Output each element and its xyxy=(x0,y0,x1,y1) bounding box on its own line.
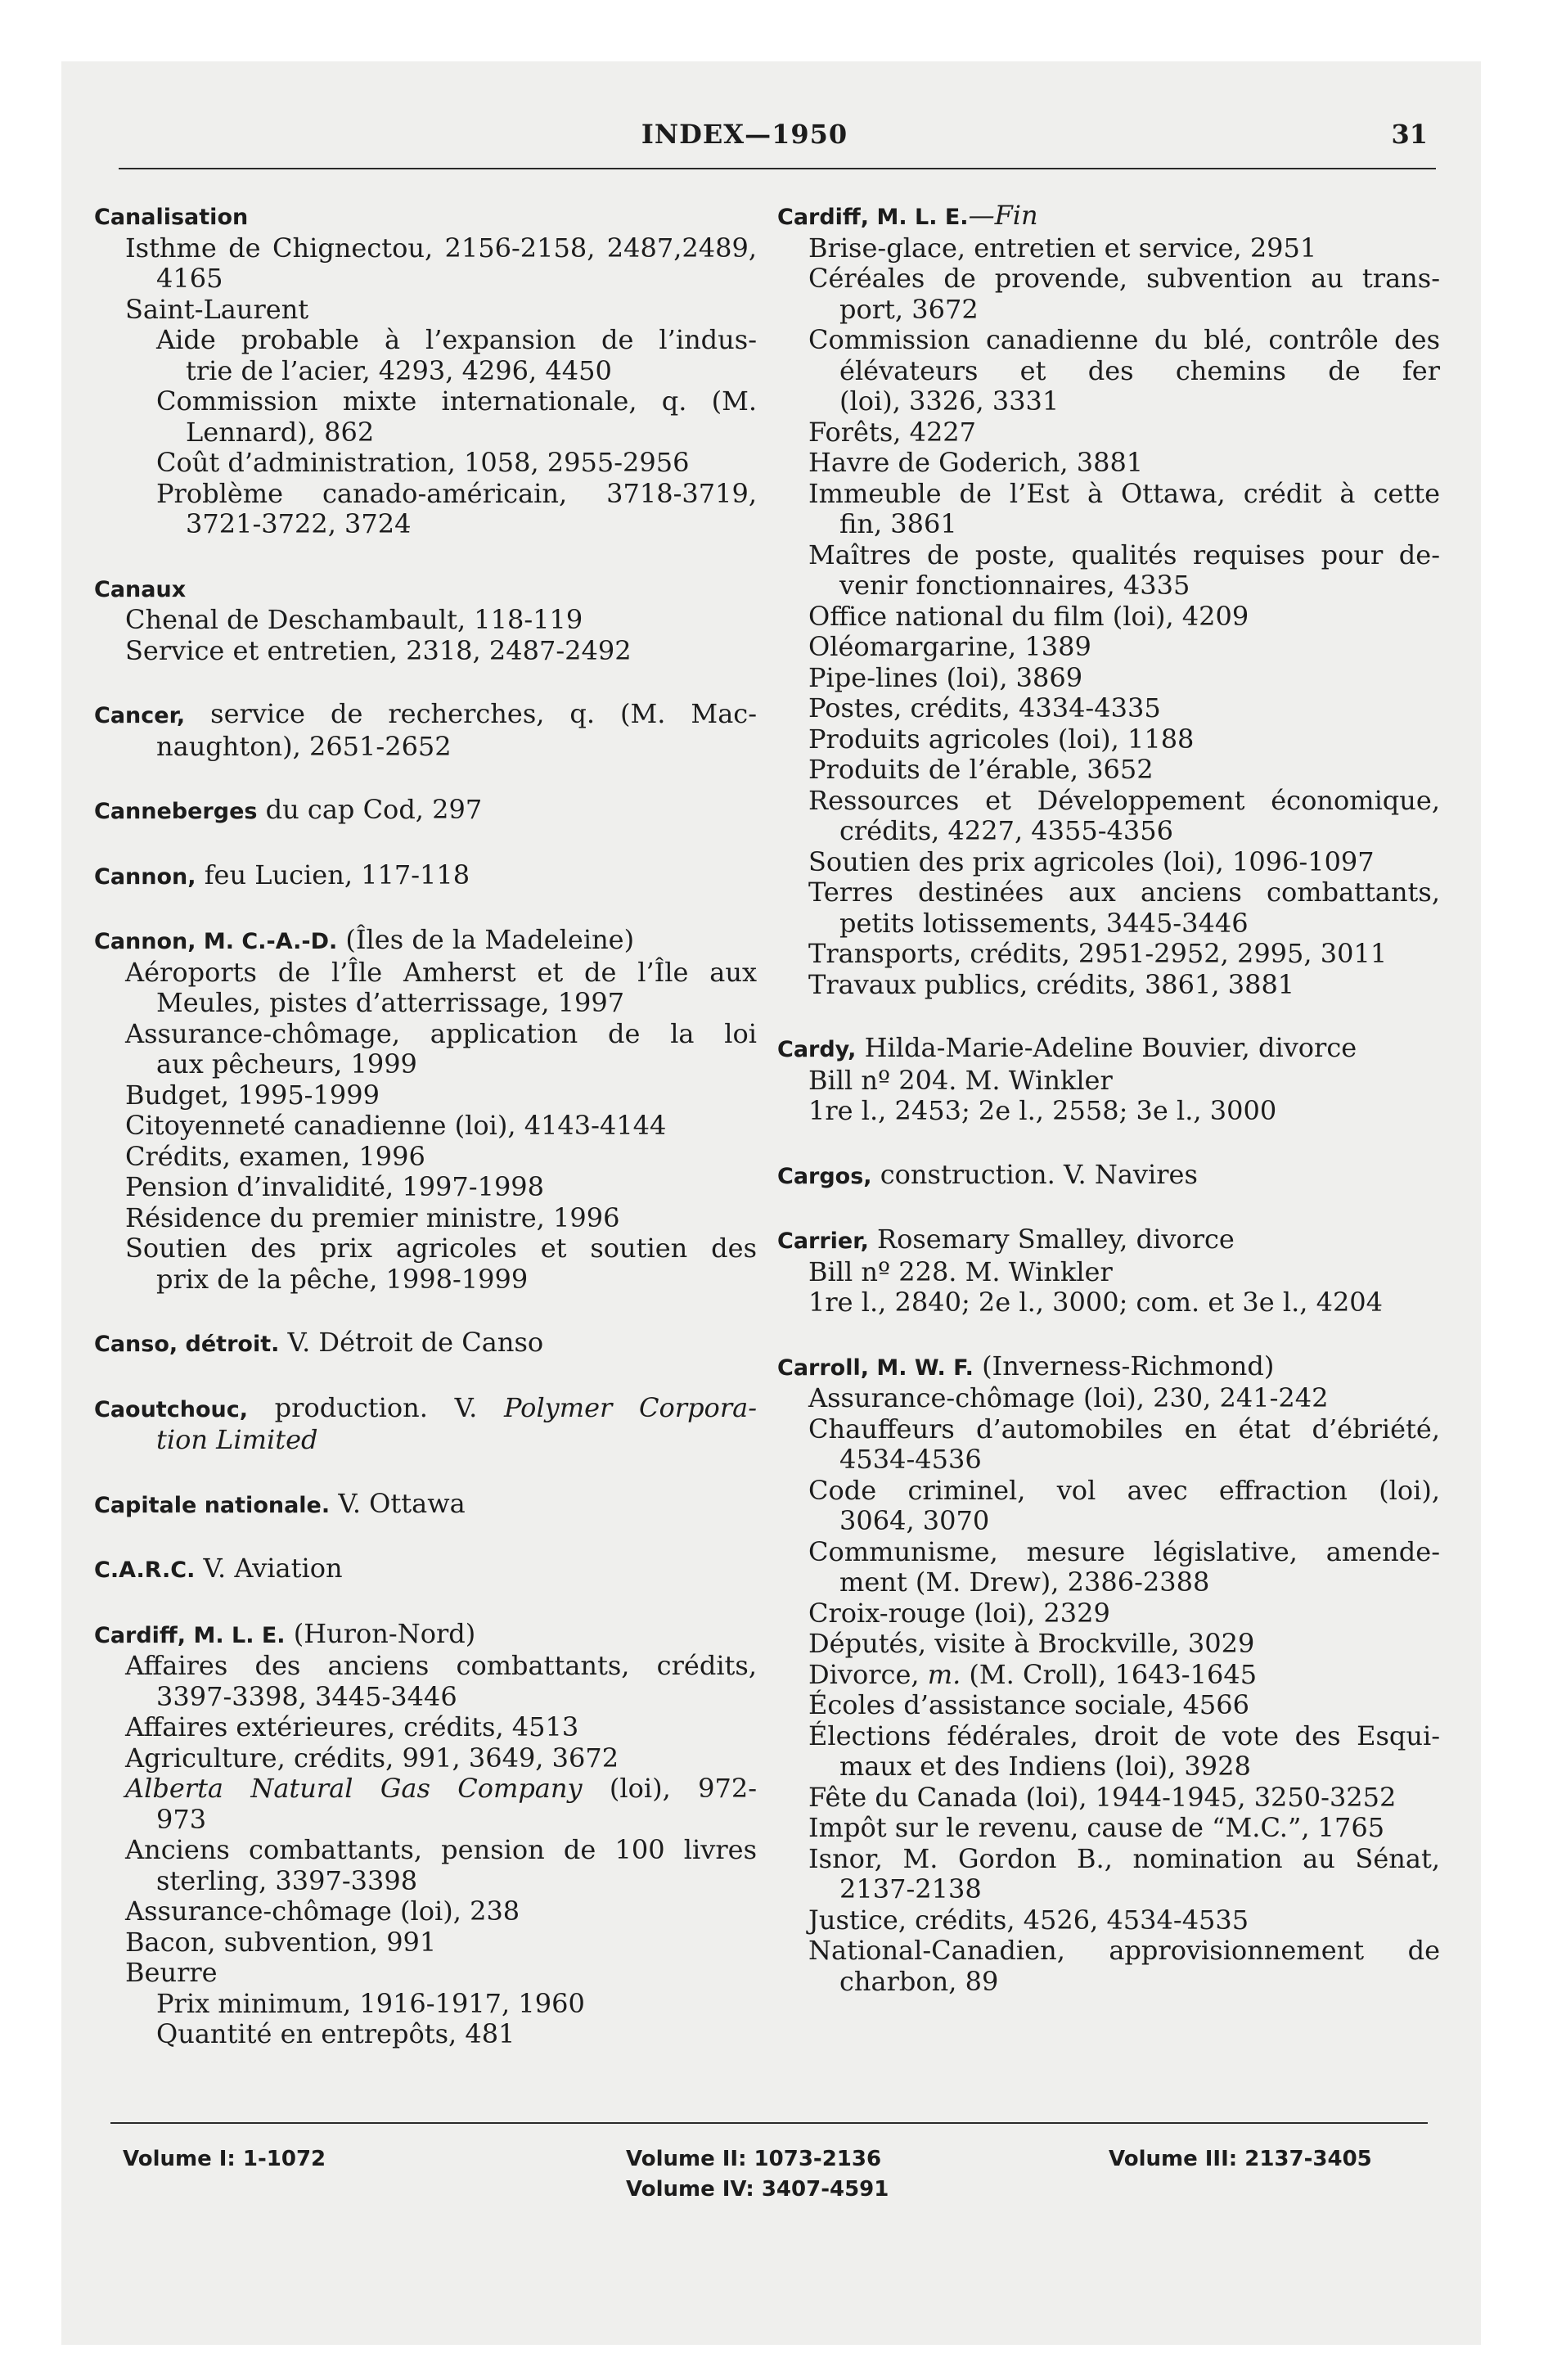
headword: Cardiff, M. L. E. xyxy=(777,205,969,230)
entry-canaux xyxy=(94,573,757,667)
headword: Capitale nationale. xyxy=(94,1492,331,1518)
entry-line: Isthme de Chignectou, 2156-2158, 2487,2489, xyxy=(125,232,757,264)
entry-line: Aéroports de l’Île Amherst et de l’Île aux xyxy=(125,956,757,988)
entry-canneberges xyxy=(94,795,757,827)
entry-line: Bacon, subvention, 991 xyxy=(125,1926,437,1958)
entry-line: Havre de Goderich, 3881 xyxy=(808,447,1144,478)
entry-line: Maîtres de poste, qualités requises pour de- xyxy=(808,539,1440,570)
right-column xyxy=(777,201,1440,2030)
entry-line: Affaires extérieures, crédits, 4513 xyxy=(125,1711,579,1742)
page-number: 31 xyxy=(1391,119,1428,150)
entry-line: Céréales de provende, subvention au trans- xyxy=(808,263,1440,294)
entry-line: Soutien des prix agricoles et soutien des xyxy=(125,1233,757,1264)
headword: Canneberges xyxy=(94,799,258,824)
page-header xyxy=(61,119,1428,168)
entry-line: 2137-2138 xyxy=(839,1873,982,1904)
entry-line: 1re l., 2840; 2e l., 3000; com. et 3e l., 4204 xyxy=(808,1287,1384,1318)
entry-line: Service et entretien, 2318, 2487-2492 xyxy=(125,634,632,666)
entry-line: Assurance-chômage, application de la loi xyxy=(125,1017,757,1049)
entry-text: (Îles de la Madeleine) xyxy=(337,924,635,955)
entry-line: ment (M. Drew), 2386-2388 xyxy=(839,1566,1210,1598)
entry-line: 973 xyxy=(156,1803,207,1835)
entry-cannon-m xyxy=(94,925,757,1295)
entry-line: Bill nº 204. M. Winkler xyxy=(808,1064,1113,1096)
entry-line: Écoles d’assistance sociale, 4566 xyxy=(808,1689,1249,1720)
headword: Cardy, xyxy=(777,1037,857,1062)
entry-line: Coût d’administration, 1058, 2955-2956 xyxy=(156,447,690,478)
entry-line: Problème canado-américain, 3718-3719, xyxy=(156,477,757,509)
headword: Cargos, xyxy=(777,1163,872,1189)
entry-line: petits lotissements, 3445-3446 xyxy=(839,907,1249,939)
headword: Canaux xyxy=(94,576,187,602)
entry-text: (loi), 972- xyxy=(582,1773,758,1804)
entry-line: Forêts, 4227 xyxy=(808,416,977,448)
entry-line: Produits de l’érable, 3652 xyxy=(808,754,1154,785)
entry-text: Divorce, xyxy=(808,1658,928,1690)
entry-text-italic: Alberta Natural Gas Company xyxy=(125,1773,583,1804)
entry-text-italic: —Fin xyxy=(968,200,1038,231)
entry-caoutchouc xyxy=(94,1393,757,1456)
entry-line: Produits agricoles (loi), 1188 xyxy=(808,723,1195,755)
entry-line: aux pêcheurs, 1999 xyxy=(156,1048,417,1080)
entry-capitale xyxy=(94,1489,757,1521)
entry-line: Beurre xyxy=(125,1957,218,1988)
entry-line: Agriculture, crédits, 991, 3649, 3672 xyxy=(125,1742,619,1774)
entry-line: Assurance-chômage (loi), 238 xyxy=(125,1895,520,1927)
entry-cardy xyxy=(777,1033,1440,1127)
headword: Caoutchouc, xyxy=(94,1396,248,1422)
entry-text: V. Détroit de Canso xyxy=(279,1327,544,1358)
entry-line: élévateurs et des chemins de fer xyxy=(839,354,1440,386)
headword: C.A.R.C. xyxy=(94,1557,196,1583)
entry-line: Députés, visite à Brockville, 3029 xyxy=(808,1628,1255,1659)
entry-line: Transports, crédits, 2951-2952, 2995, 3011 xyxy=(808,938,1388,969)
entry-line: Commission canadienne du blé, contrôle des xyxy=(808,324,1440,355)
entry-line: Oléomargarine, 1389 xyxy=(808,631,1091,662)
entry-line: Aide probable à l’expansion de l’indus- xyxy=(156,324,757,355)
entry-line: Chenal de Deschambault, 118-119 xyxy=(125,604,583,635)
entry-line: 1re l., 2453; 2e l., 2558; 3e l., 3000 xyxy=(808,1095,1277,1126)
entry-line: Crédits, examen, 1996 xyxy=(125,1140,425,1172)
entry-line: fin, 3861 xyxy=(839,508,957,539)
entry-line: Immeuble de l’Est à Ottawa, crédit à cette xyxy=(808,477,1440,509)
entry-line: Brise-glace, entretien et service, 2951 xyxy=(808,232,1317,264)
entry-line: 4165 xyxy=(156,263,223,294)
entry-line: Justice, crédits, 4526, 4534-4535 xyxy=(808,1904,1249,1936)
entry-line: Quantité en entrepôts, 481 xyxy=(156,2018,515,2049)
entry-cancer xyxy=(94,699,757,762)
entry-line: 3064, 3070 xyxy=(839,1505,990,1536)
volume-iv-range: Volume IV: 3407-4591 xyxy=(626,2177,889,2202)
entry-line: Terres destinées aux anciens combattants, xyxy=(808,877,1440,908)
entry-cannon-lucien xyxy=(94,860,757,893)
entry-line: sterling, 3397-3398 xyxy=(156,1864,418,1896)
header-rule xyxy=(119,168,1436,169)
entry-line: Travaux publics, crédits, 3861, 3881 xyxy=(808,968,1295,1000)
entry-line: naughton), 2651-2652 xyxy=(156,730,452,762)
entry-line: Bill nº 228. M. Winkler xyxy=(808,1255,1113,1287)
volume-ii-range: Volume II: 1073-2136 xyxy=(626,2147,882,2171)
entry-line: Anciens combattants, pension de 100 livres xyxy=(125,1834,757,1865)
entry-line: Meules, pistes d’atterrissage, 1997 xyxy=(156,987,625,1018)
entry-line: (loi), 3326, 3331 xyxy=(839,385,1060,417)
entry-text-italic: m. xyxy=(927,1658,961,1690)
entry-text: V. Ottawa xyxy=(330,1487,466,1519)
entry-line: port, 3672 xyxy=(839,293,979,325)
entry-line: Postes, crédits, 4334-4335 xyxy=(808,692,1161,723)
entry-line: 3397-3398, 3445-3446 xyxy=(156,1680,457,1712)
entry-line: Citoyenneté canadienne (loi), 4143-4144 xyxy=(125,1110,667,1141)
entry-line: trie de l’acier, 4293, 4296, 4450 xyxy=(186,354,612,386)
entry-line: Croix-rouge (loi), 2329 xyxy=(808,1597,1110,1629)
entry-line: tion Limited xyxy=(156,1424,318,1455)
entry-line: Isnor, M. Gordon B., nomination au Sénat, xyxy=(808,1842,1440,1874)
entry-line: Soutien des prix agricoles (loi), 1096-1097 xyxy=(808,845,1375,877)
entry-canalisation xyxy=(94,201,757,540)
page-title: INDEX—1950 xyxy=(641,119,848,150)
headword: Cannon, xyxy=(94,863,196,890)
entry-cargos xyxy=(777,1160,1440,1192)
entry-text: V. Aviation xyxy=(195,1553,343,1584)
entry-line: venir fonctionnaires, 4335 xyxy=(839,570,1190,601)
headword: Cardiff, M. L. E. xyxy=(94,1622,286,1648)
entry-line: Communisme, mesure législative, amende- xyxy=(808,1535,1440,1567)
entry-canso xyxy=(94,1327,757,1360)
entry-line: Assurance-chômage (loi), 230, 241-242 xyxy=(808,1382,1329,1413)
entry-text: (Inverness-Richmond) xyxy=(973,1350,1275,1382)
entry-text-italic: Polymer Corpora- xyxy=(503,1391,757,1423)
left-column xyxy=(94,201,757,2083)
entry-carroll xyxy=(777,1351,1440,1998)
entry-line: prix de la pêche, 1998-1999 xyxy=(156,1263,529,1295)
entry-cardiff xyxy=(94,1619,757,2050)
headword: Canso, détroit. xyxy=(94,1332,280,1357)
entry-line: Ressources et Développement économique, xyxy=(808,784,1440,816)
entry-cardiff-fin xyxy=(777,201,1440,1000)
entry-text: Hilda-Marie-Adeline Bouvier, divorce xyxy=(856,1032,1357,1063)
entry-line: Lennard), 862 xyxy=(186,416,375,448)
entry-text: (M. Croll), 1643-1645 xyxy=(961,1658,1258,1690)
volume-i-range: Volume I: 1-1072 xyxy=(123,2147,326,2171)
headword: Carroll, M. W. F. xyxy=(777,1355,974,1381)
entry-line: maux et des Indiens (loi), 3928 xyxy=(839,1751,1251,1782)
entry-line: 4534-4536 xyxy=(839,1444,982,1475)
entry-line: Pension d’invalidité, 1997-1998 xyxy=(125,1171,545,1202)
headword: Canalisation xyxy=(94,205,249,230)
entry-line: Résidence du premier ministre, 1996 xyxy=(125,1201,620,1233)
entry-carc xyxy=(94,1553,757,1586)
entry-line: Affaires des anciens combattants, crédits, xyxy=(125,1650,757,1681)
entry-line: 3721-3722, 3724 xyxy=(186,508,412,539)
headword: Cancer, xyxy=(94,703,186,728)
entry-text: production. V. xyxy=(247,1391,504,1423)
headword: Carrier, xyxy=(777,1228,869,1254)
entry-line: crédits, 4227, 4355-4356 xyxy=(839,815,1173,846)
entry-text: (Huron-Nord) xyxy=(285,1617,476,1649)
entry-line: Code criminel, vol avec effraction (loi), xyxy=(808,1474,1440,1506)
volume-ii-iv-ranges xyxy=(626,2144,889,2205)
headword: Cannon, M. C.-A.-D. xyxy=(94,929,338,954)
entry-line: Budget, 1995-1999 xyxy=(125,1079,380,1111)
entry-line: Fête du Canada (loi), 1944-1945, 3250-3252 xyxy=(808,1781,1397,1813)
entry-carrier xyxy=(777,1224,1440,1318)
entry-line: National-Canadien, approvisionnement de xyxy=(808,1935,1440,1966)
entry-line: Impôt sur le revenu, cause de “M.C.”, 1765 xyxy=(808,1812,1385,1843)
entry-line: Saint-Laurent xyxy=(125,293,309,325)
entry-line: Commission mixte internationale, q. (M. xyxy=(156,385,757,417)
volume-iii-range: Volume III: 2137-3405 xyxy=(1109,2147,1372,2171)
entry-text: service de recherches, q. (M. Mac- xyxy=(185,698,757,729)
entry-line: Chauffeurs d’automobiles en état d’ébriété, xyxy=(808,1413,1440,1445)
entry-line: Élections fédérales, droit de vote des Esqui- xyxy=(808,1720,1440,1751)
entry-line: Prix minimum, 1916-1917, 1960 xyxy=(156,1987,585,2019)
entry-line: Pipe-lines (loi), 3869 xyxy=(808,661,1083,693)
entry-text: du cap Cod, 297 xyxy=(257,794,483,825)
entry-text: Rosemary Smalley, divorce xyxy=(868,1224,1235,1255)
entry-text: feu Lucien, 117-118 xyxy=(196,859,470,890)
footer-rule xyxy=(110,2122,1428,2124)
entry-text: construction. V. Navires xyxy=(871,1158,1198,1190)
index-page xyxy=(61,61,1481,2345)
entry-line: Office national du film (loi), 4209 xyxy=(808,600,1249,632)
entry-line: charbon, 89 xyxy=(839,1965,999,1997)
